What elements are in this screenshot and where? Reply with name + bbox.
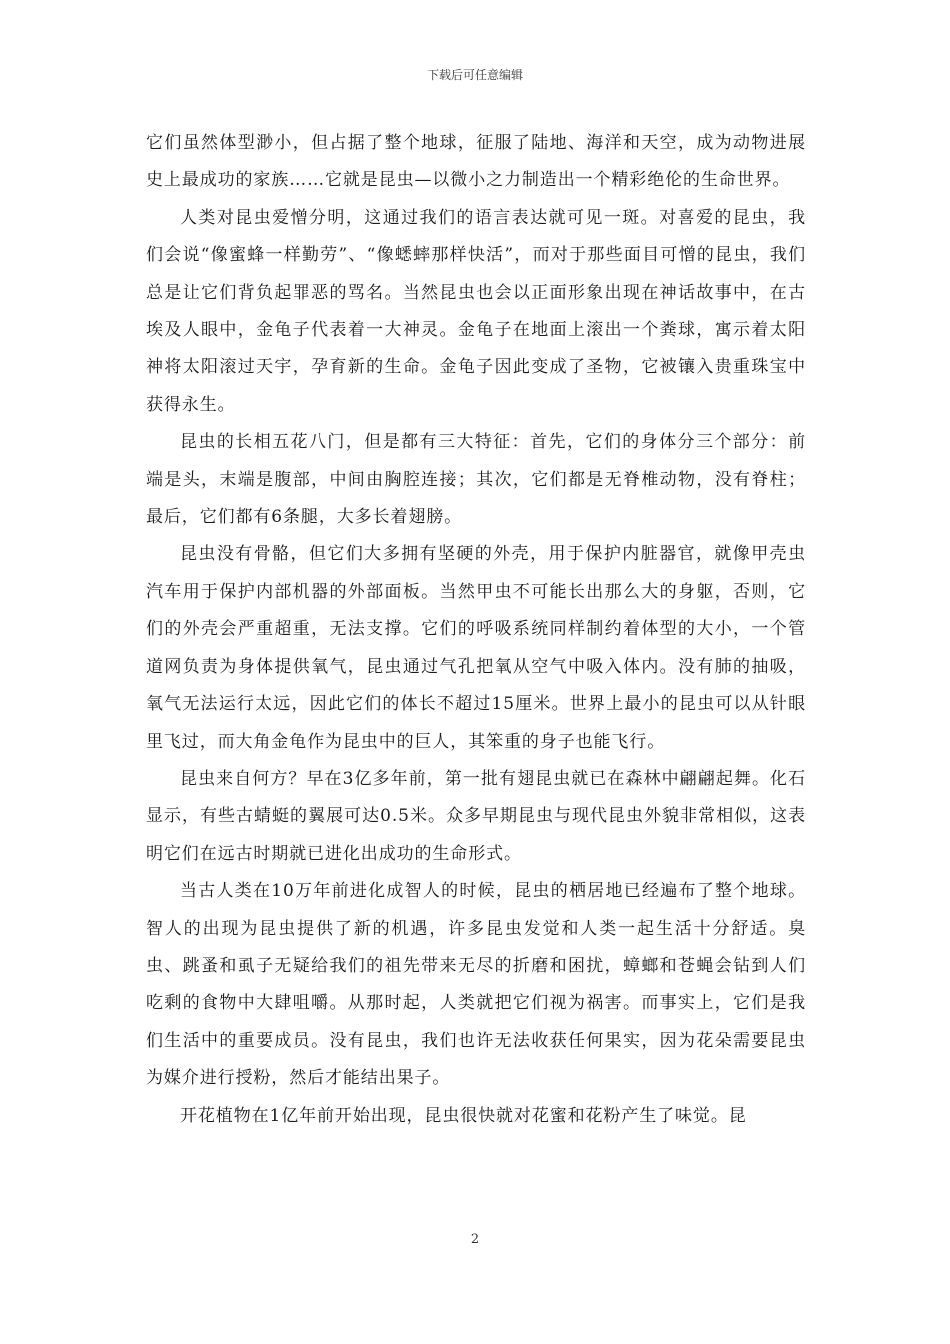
paragraph: 昆虫的长相五花八门，但是都有三大特征：首先，它们的身体分三个部分：前端是头，末端是腹部，中间由胸腔连接；其次，它们都是无脊椎动物，没有脊柱；最后，它们都有6条腿，大多长着翅膀。 — [146, 432, 806, 528]
paragraph: 当古人类在10万年前进化成智人的时候，昆虫的栖居地已经遍布了整个地球。智人的出现为昆虫提供了新的机遇，许多昆虫发觉和人类一起生活十分舒适。臭虫、跳蚤和虱子无疑给我们的祖先带来无尽的折磨和困扰，蟑螂和苍蝇会钻到人们吃剩的食物中大肆咀嚼。从那时起，人类就把它们视为祸害。而事实上，它们是我们生活中的重要成员。没有昆虫，我们也许无法收获任何果实，因为花朵需要昆虫为媒介进行授粉，然后才能结出果子。 — [146, 881, 806, 1089]
paragraph: 昆虫来自何方？早在3亿多年前，第一批有翅昆虫就已在森林中翩翩起舞。化石显示，有些古蜻蜓的翼展可达0.5米。众多早期昆虫与现代昆虫外貌非常相似，这表明它们在远古时期就已进化出成功的生命形式。 — [146, 768, 806, 864]
paragraph: 开花植物在1亿年前开始出现，昆虫很快就对花蜜和花粉产生了味觉。昆 — [180, 1105, 747, 1126]
document-body — [146, 125, 806, 1135]
paragraph: 昆虫没有骨骼，但它们大多拥有坚硬的外壳，用于保护内脏器官，就像甲壳虫汽车用于保护内部机器的外部面板。当然甲虫不可能长出那么大的身躯，否则，它们的外壳会严重超重，无法支撑。它们的呼吸系统同样制约着体型的大小，一个管道网负责为身体提供氧气，昆虫通过气孔把氧从空气中吸入体内。没有肺的抽吸，氧气无法运行太远，因此它们的体长不超过15厘米。世界上最小的昆虫可以从针眼里飞过，而大角金龟作为昆虫中的巨人，其笨重的身子也能飞行。 — [146, 544, 806, 752]
page-header-note: 下载后可任意编辑 — [426, 68, 523, 82]
page-number: 2 — [470, 1232, 480, 1247]
paragraph-continued: 它们虽然体型渺小，但占据了整个地球，征服了陆地、海洋和天空，成为动物进展史上最成功的家族……它就是昆虫—以微小之力制造出一个精彩绝伦的生命世界。 — [146, 133, 806, 191]
paragraph: 人类对昆虫爱憎分明，这通过我们的语言表达就可见一斑。对喜爱的昆虫，我们会说“像蜜蜂一样勤劳”、“像蟋蟀那样快活”，而对于那些面目可憎的昆虫，我们总是让它们背负起罪恶的骂名。当然昆虫也会以正面形象出现在神话故事中，在古埃及人眼中，金龟子代表着一大神灵。金龟子在地面上滚出一个粪球，寓示着太阳神将太阳滚过天宇，孕育新的生命。金龟子因此变成了圣物，它被镶入贵重珠宝中获得永生。 — [146, 207, 806, 415]
